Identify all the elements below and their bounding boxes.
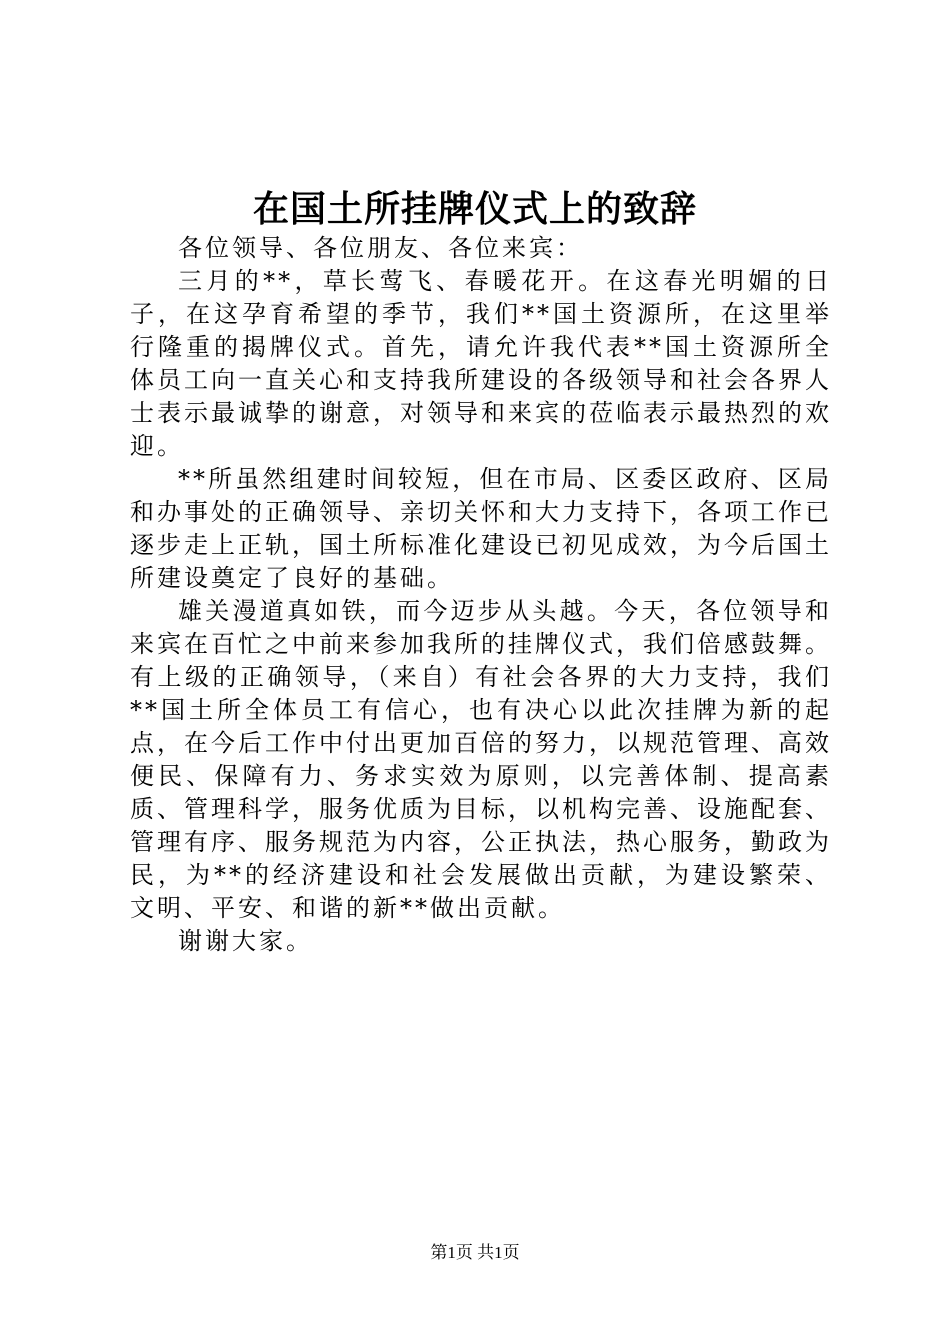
salutation-paragraph: 各位领导、各位朋友、各位来宾： bbox=[178, 234, 583, 262]
page-number-footer: 第1页 共1页 bbox=[430, 1243, 520, 1262]
body-paragraph: **所虽然组建时间较短，但在市局、区委区政府、区局和办事处的正确领导、亲切关怀和大力支持下，各项工作已逐步走上正轨，国土所标准化建设已初见成效，为今后国土所建设奠定了良好的基础。 bbox=[130, 465, 832, 592]
document-title: 在国土所挂牌仪式上的致辞 bbox=[252, 188, 697, 230]
closing-paragraph: 谢谢大家。 bbox=[178, 927, 313, 955]
body-paragraph: 三月的**，草长莺飞、春暖花开。在这春光明媚的日子，在这孕育希望的季节，我们**国土资源所，在这里举行隆重的揭牌仪式。首先，请允许我代表**国土资源所全体员工向一直关心和支持我所建设的各级领导和社会各界人士表示最诚挚的谢意，对领导和来宾的莅临表示最热烈的欢迎。 bbox=[130, 267, 832, 460]
body-paragraph: 雄关漫道真如铁，而今迈步从头越。今天，各位领导和来宾在百忙之中前来参加我所的挂牌仪式，我们倍感鼓舞。有上级的正确领导，（来自）有社会各界的大力支持，我们**国土所全体员工有信心，也有决心以此次挂牌为新的起点，在今后工作中付出更加百倍的努力，以规范管理、高效便民、保障有力、务求实效为原则，以完善体制、提高素质、管理科学，服务优质为目标，以机构完善、设施配套、管理有序、服务规范为内容，公正执法，热心服务，勤政为民，为**的经济建设和社会发展做出贡献，为建设繁荣、文明、平安、和谐的新**做出贡献。 bbox=[130, 597, 832, 922]
document-body bbox=[130, 232, 832, 958]
